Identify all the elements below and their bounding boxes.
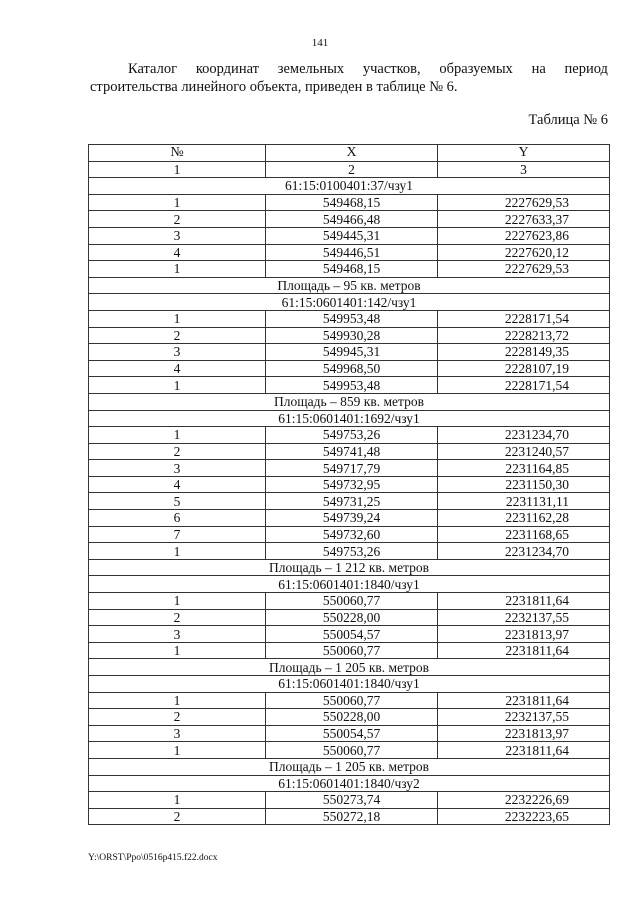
y-coordinate-cell: 2232226,69: [438, 792, 610, 809]
y-coordinate-cell: 2228171,54: [438, 310, 610, 327]
area-cell: Площадь – 1 212 кв. метров: [89, 559, 610, 576]
y-coordinate-cell: 2231240,57: [438, 443, 610, 460]
y-coordinate-cell: 2231234,70: [438, 427, 610, 444]
parcel-id-row: [89, 178, 610, 195]
intro-word: на: [531, 61, 546, 77]
point-number-cell: 3: [89, 227, 266, 244]
y-coordinate-cell: 2231131,11: [438, 493, 610, 510]
point-number-cell: 6: [89, 510, 266, 527]
x-coordinate-cell: 549953,48: [266, 310, 438, 327]
area-cell: Площадь – 1 205 кв. метров: [89, 758, 610, 775]
y-coordinate-cell: 2231813,97: [438, 626, 610, 643]
y-coordinate-cell: 2231811,64: [438, 742, 610, 759]
y-coordinate-cell: 2227620,12: [438, 244, 610, 261]
point-number-cell: 1: [89, 310, 266, 327]
x-coordinate-cell: 550060,77: [266, 642, 438, 659]
index-cell: 1: [89, 161, 266, 178]
point-number-cell: 1: [89, 427, 266, 444]
y-coordinate-cell: 2231811,64: [438, 692, 610, 709]
table-row: [89, 194, 610, 211]
point-number-cell: 1: [89, 543, 266, 560]
x-coordinate-cell: 550054,57: [266, 725, 438, 742]
area-row: [89, 559, 610, 576]
intro-line-2: строительства линейного объекта, приведен в таблице № 6.: [90, 79, 458, 95]
table-row: [89, 377, 610, 394]
point-number-cell: 1: [89, 642, 266, 659]
point-number-cell: 1: [89, 692, 266, 709]
table-row: [89, 642, 610, 659]
table-row: [89, 543, 610, 560]
point-number-cell: 1: [89, 194, 266, 211]
x-coordinate-cell: 550060,77: [266, 593, 438, 610]
y-coordinate-cell: 2231168,65: [438, 526, 610, 543]
x-coordinate-cell: 549741,48: [266, 443, 438, 460]
intro-paragraph: [90, 60, 608, 96]
point-number-cell: 4: [89, 244, 266, 261]
x-coordinate-cell: 550228,00: [266, 709, 438, 726]
index-cell: 2: [266, 161, 438, 178]
table-row: [89, 808, 610, 825]
table-header-row: [89, 145, 610, 162]
y-coordinate-cell: 2227629,53: [438, 194, 610, 211]
table-row: [89, 443, 610, 460]
x-coordinate-cell: 549468,15: [266, 194, 438, 211]
parcel-id-cell: 61:15:0601401:1840/чзу2: [89, 775, 610, 792]
area-row: [89, 393, 610, 410]
parcel-id-row: [89, 294, 610, 311]
x-coordinate-cell: 549445,31: [266, 227, 438, 244]
table-row: [89, 310, 610, 327]
table-row: [89, 626, 610, 643]
table-row: [89, 427, 610, 444]
x-coordinate-cell: 549466,48: [266, 211, 438, 228]
table-row: [89, 211, 610, 228]
y-coordinate-cell: 2228149,35: [438, 344, 610, 361]
table-row: [89, 460, 610, 477]
parcel-id-row: [89, 410, 610, 427]
x-coordinate-cell: 549930,28: [266, 327, 438, 344]
table-row: [89, 593, 610, 610]
point-number-cell: 4: [89, 360, 266, 377]
y-coordinate-cell: 2231234,70: [438, 543, 610, 560]
point-number-cell: 3: [89, 344, 266, 361]
x-coordinate-cell: 549968,50: [266, 360, 438, 377]
parcel-id-cell: 61:15:0601401:142/чзу1: [89, 294, 610, 311]
parcel-id-row: [89, 676, 610, 693]
x-coordinate-cell: 549732,60: [266, 526, 438, 543]
table-index-row: [89, 161, 610, 178]
point-number-cell: 2: [89, 709, 266, 726]
y-coordinate-cell: 2231813,97: [438, 725, 610, 742]
area-row: [89, 277, 610, 294]
parcel-id-cell: 61:15:0601401:1840/чзу1: [89, 576, 610, 593]
y-coordinate-cell: 2232137,55: [438, 609, 610, 626]
point-number-cell: 4: [89, 476, 266, 493]
x-coordinate-cell: 549732,95: [266, 476, 438, 493]
index-cell: 3: [438, 161, 610, 178]
footer-file-path: Y:\ORST\Ppo\0516p415.f22.docx: [88, 853, 218, 863]
table-caption: Таблица № 6: [528, 112, 608, 128]
point-number-cell: 2: [89, 443, 266, 460]
intro-word: период: [564, 61, 608, 77]
y-coordinate-cell: 2231164,85: [438, 460, 610, 477]
parcel-id-cell: 61:15:0601401:1692/чзу1: [89, 410, 610, 427]
point-number-cell: 5: [89, 493, 266, 510]
point-number-cell: 7: [89, 526, 266, 543]
point-number-cell: 2: [89, 327, 266, 344]
y-coordinate-cell: 2227633,37: [438, 211, 610, 228]
parcel-id-cell: 61:15:0100401:37/чзу1: [89, 178, 610, 195]
table-row: [89, 261, 610, 278]
table-row: [89, 510, 610, 527]
point-number-cell: 3: [89, 725, 266, 742]
header-x: X: [266, 145, 438, 162]
x-coordinate-cell: 550273,74: [266, 792, 438, 809]
y-coordinate-cell: 2228107,19: [438, 360, 610, 377]
x-coordinate-cell: 550272,18: [266, 808, 438, 825]
point-number-cell: 2: [89, 808, 266, 825]
area-cell: Площадь – 95 кв. метров: [89, 277, 610, 294]
point-number-cell: 3: [89, 626, 266, 643]
intro-line-1: [90, 60, 608, 78]
point-number-cell: 1: [89, 742, 266, 759]
y-coordinate-cell: 2231811,64: [438, 593, 610, 610]
table-row: [89, 609, 610, 626]
y-coordinate-cell: 2231811,64: [438, 642, 610, 659]
x-coordinate-cell: 549945,31: [266, 344, 438, 361]
header-number: №: [89, 145, 266, 162]
point-number-cell: 1: [89, 261, 266, 278]
intro-word: земельных: [277, 61, 345, 77]
point-number-cell: 1: [89, 593, 266, 610]
x-coordinate-cell: 550228,00: [266, 609, 438, 626]
x-coordinate-cell: 549446,51: [266, 244, 438, 261]
intro-word: образуемых: [439, 61, 513, 77]
point-number-cell: 1: [89, 377, 266, 394]
y-coordinate-cell: 2228171,54: [438, 377, 610, 394]
point-number-cell: 2: [89, 609, 266, 626]
table-row: [89, 792, 610, 809]
parcel-id-row: [89, 775, 610, 792]
y-coordinate-cell: 2227629,53: [438, 261, 610, 278]
y-coordinate-cell: 2231162,28: [438, 510, 610, 527]
coordinates-table: [88, 144, 610, 825]
table-row: [89, 476, 610, 493]
area-cell: Площадь – 859 кв. метров: [89, 393, 610, 410]
x-coordinate-cell: 549717,79: [266, 460, 438, 477]
table-row: [89, 709, 610, 726]
x-coordinate-cell: 549731,25: [266, 493, 438, 510]
point-number-cell: 2: [89, 211, 266, 228]
table-row: [89, 725, 610, 742]
parcel-id-row: [89, 576, 610, 593]
y-coordinate-cell: 2232137,55: [438, 709, 610, 726]
point-number-cell: 1: [89, 792, 266, 809]
table-row: [89, 344, 610, 361]
x-coordinate-cell: 549753,26: [266, 427, 438, 444]
header-y: Y: [438, 145, 610, 162]
y-coordinate-cell: 2227623,86: [438, 227, 610, 244]
table-row: [89, 244, 610, 261]
table-row: [89, 327, 610, 344]
intro-word: Каталог: [128, 61, 178, 77]
parcel-id-cell: 61:15:0601401:1840/чзу1: [89, 676, 610, 693]
x-coordinate-cell: 549953,48: [266, 377, 438, 394]
table-row: [89, 227, 610, 244]
intro-word: участков,: [362, 61, 421, 77]
x-coordinate-cell: 550060,77: [266, 692, 438, 709]
area-row: [89, 659, 610, 676]
x-coordinate-cell: 550060,77: [266, 742, 438, 759]
table-row: [89, 742, 610, 759]
intro-word: координат: [195, 61, 259, 77]
table-row: [89, 360, 610, 377]
y-coordinate-cell: 2228213,72: [438, 327, 610, 344]
point-number-cell: 3: [89, 460, 266, 477]
y-coordinate-cell: 2231150,30: [438, 476, 610, 493]
table-row: [89, 493, 610, 510]
area-row: [89, 758, 610, 775]
area-cell: Площадь – 1 205 кв. метров: [89, 659, 610, 676]
x-coordinate-cell: 549468,15: [266, 261, 438, 278]
x-coordinate-cell: 549739,24: [266, 510, 438, 527]
x-coordinate-cell: 549753,26: [266, 543, 438, 560]
page-number: 141: [311, 37, 329, 49]
y-coordinate-cell: 2232223,65: [438, 808, 610, 825]
table-row: [89, 526, 610, 543]
x-coordinate-cell: 550054,57: [266, 626, 438, 643]
table-body: [89, 178, 610, 825]
table-row: [89, 692, 610, 709]
